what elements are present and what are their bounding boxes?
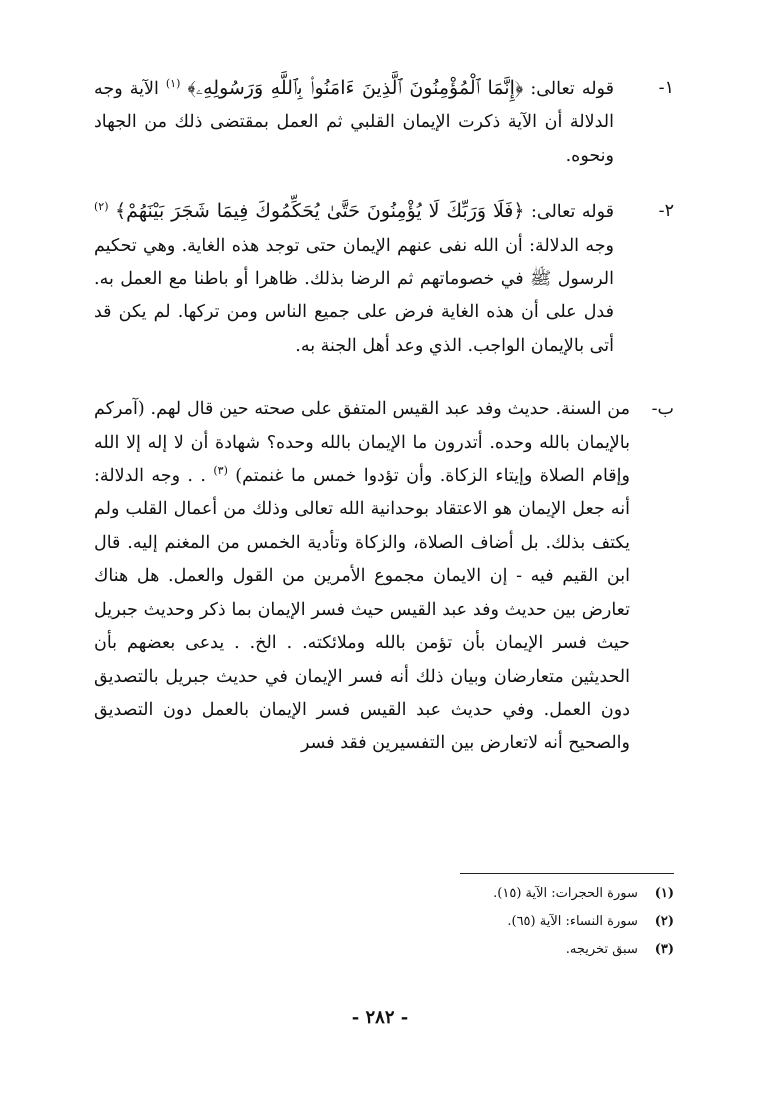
page-number: - ٢٨٢ - bbox=[351, 1007, 409, 1028]
footnote-text: سورة الحجرات: الآية (١٥). bbox=[493, 886, 638, 901]
footnote-text: سورة النساء: الآية (٦٥). bbox=[507, 914, 638, 929]
footnote-number: (٢) bbox=[654, 914, 674, 929]
footnote-text: سبق تخريجه. bbox=[565, 942, 638, 957]
item-text: الآية وجه الدلالة أن الآية ذكرت الإيمان القلبي ثم العمل بمقتضى ذلك من الجهاد ونحوه. bbox=[94, 79, 614, 166]
footnote-1 bbox=[380, 880, 674, 908]
footnote-ref-1[interactable]: (١) bbox=[165, 77, 181, 91]
footnote-ref-2[interactable]: (٢) bbox=[94, 200, 109, 214]
footnote-divider bbox=[460, 873, 674, 874]
item-marker: ١- bbox=[658, 78, 674, 98]
list-item-b bbox=[94, 393, 674, 760]
item-text-after: . . وجه الدلالة: أنه جعل الإيمان هو الاعتقاد بوحدانية الله تعالى وذلك من أعمال القلب ولم يكتف بذلك. بل أضاف الصلاة، والزكاة وتأدية الخمس من المغنم إليه. قال ابن القيم فيه - إن الايمان مجموع الأمرين من القول والعمل. هل هناك تعارض بين حديث وفد عبد القيس حيث فسر الإيمان بما ذكر وحديث جبريل حيث فسر الإيمان بأن تؤمن بالله وملائكته. . الخ. . يدعى بعضهم بأن الحديثين متعارضان وبيان ذلك أنه فسر الإيمان في حديث جبريل بالتصديق دون العمل. وفي حديث عبد القيس فسر الإيمان بالعمل دون التصديق والصحيح أنه لاتعارض بين التفسيرين فقد فسر bbox=[94, 466, 630, 754]
footnotes bbox=[380, 880, 674, 964]
item-text-before: من السنة. حديث وفد عبد القيس المتفق على صحته حين قال لهم. (آمركم بالإيمان بالله وحده. أتدرون ما الإيمان بالله وحده؟ شهادة أن لا إله إلا الله وإقام الصلاة وإيتاء الزكاة. وأن تؤدوا خمس ما غنمتم) bbox=[94, 399, 630, 487]
item-intro: قوله تعالى: bbox=[524, 202, 614, 223]
main-text bbox=[94, 72, 674, 761]
footnote-ref-3[interactable]: (٣) bbox=[213, 464, 228, 478]
list-item-1 bbox=[94, 72, 674, 173]
footnote-number: (٣) bbox=[654, 942, 674, 957]
item-intro: قوله تعالى: bbox=[523, 79, 614, 99]
item-marker: ب- bbox=[651, 399, 674, 420]
item-marker: ٢- bbox=[658, 201, 674, 222]
footnote-3 bbox=[380, 936, 674, 964]
footnote-number: (١) bbox=[654, 886, 674, 901]
footnote-2 bbox=[380, 908, 674, 936]
list-item-2 bbox=[94, 195, 674, 363]
quran-verse: ﴿فَلَا وَرَبِّكَ لَا يُؤْمِنُونَ حَتَّىٰ يُحَكِّمُوكَ فِيمَا شَجَرَ بَيْنَهُمْ﴾ bbox=[114, 200, 525, 223]
quran-verse: ﴿إِنَّمَا ٱلْمُؤْمِنُونَ ٱلَّذِينَ ءَامَنُوا۟ بِٱللَّهِ وَرَسُولِهِۦ﴾ bbox=[187, 77, 524, 99]
item-text: وجه الدلالة: أن الله نفى عنهم الإيمان حتى توجد هذه الغاية. وهي تحكيم الرسول ﷺ في خصوماتهم ثم الرضا بذلك. ظاهرا أو باطنا مع العمل به. فدل على أن هذه الغاية فرض على جميع الناس ومن تركها. لم يكن قد أتى بالإيمان الواجب. الذي وعد أهل الجنة به. bbox=[94, 235, 614, 356]
